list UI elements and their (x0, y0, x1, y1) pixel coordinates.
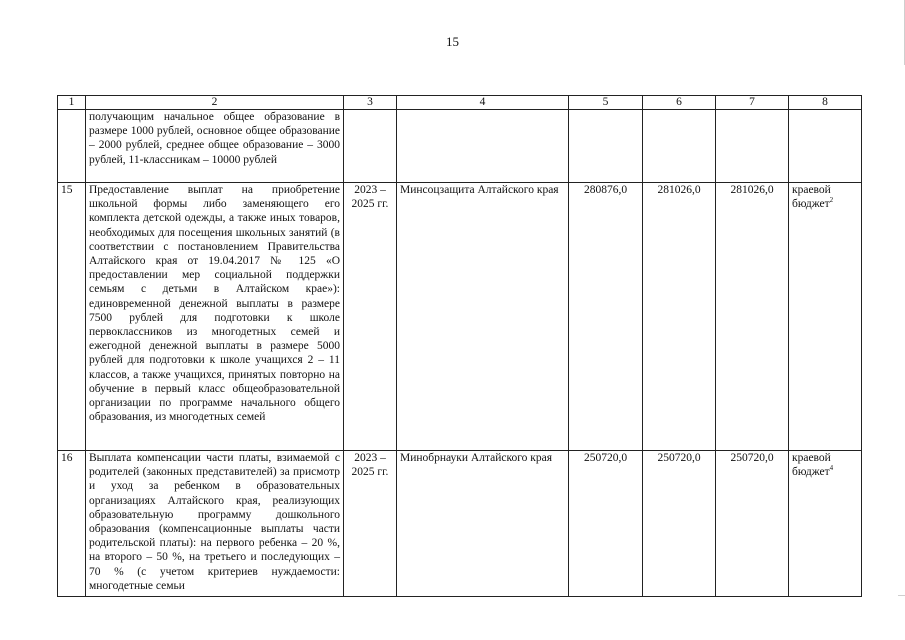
header-cell: 2 (86, 96, 344, 110)
budget-table (57, 95, 862, 597)
row-source (789, 110, 862, 183)
row-source: краевой бюджет$^2$ (789, 183, 862, 451)
header-cell: 1 (58, 96, 86, 110)
row-value-2025: 250720,0 (716, 451, 789, 597)
row-executor (397, 110, 569, 183)
header-cell: 5 (569, 96, 643, 110)
row-number (58, 110, 86, 183)
row-number: 16 (58, 451, 86, 597)
row-value-2023: 280876,0 (569, 183, 643, 451)
row-period (344, 110, 397, 183)
page-number: 15 (446, 34, 459, 49)
table-row (58, 451, 862, 597)
row-period: 2023 – 2025 гг. (344, 183, 397, 451)
row-value-2025 (716, 110, 789, 183)
row-value-2024: 281026,0 (643, 183, 716, 451)
header-cell: 4 (397, 96, 569, 110)
row-value-2023 (569, 110, 643, 183)
row-value-2024 (643, 110, 716, 183)
row-executor: Минсоцзащита Алтайского края (397, 183, 569, 451)
table-row (58, 110, 862, 183)
row-number: 15 (58, 183, 86, 451)
row-description: Предоставление выплат на приобретение школьной формы либо заменяющего его комплекта детской одежды, а также иных товаров, необходимых для посещения школьных занятий (в соответствии с постановлением Правительства Алтайского края от 19.04.2017 № 125 «О предоставлении мер социальной поддержки семьям с детьми в Алтайском крае»): единовременной денежной выплаты в размере 7500 рублей для подготовки к школе первоклассников из многодетных семей и ежегодной денежной выплаты в размере 5000 рублей для подготовки к школе учащихся 2 – 11 классов, а также учащихся, принятых повторно на обучение в первый класс общеобразовательной организации по программе начального общего образования, из многодетных семей (86, 183, 344, 451)
row-value-2023: 250720,0 (569, 451, 643, 597)
header-cell: 7 (716, 96, 789, 110)
row-period: 2023 – 2025 гг. (344, 451, 397, 597)
row-value-2024: 250720,0 (643, 451, 716, 597)
header-row (58, 96, 862, 110)
row-source: краевой бюджет$^4$ (789, 451, 862, 597)
header-cell: 3 (344, 96, 397, 110)
header-cell: 8 (789, 96, 862, 110)
table-row (58, 183, 862, 451)
header-cell: 6 (643, 96, 716, 110)
row-executor: Минобрнауки Алтайского края (397, 451, 569, 597)
row-description: Выплата компенсации части платы, взимаемой с родителей (законных представителей) за присмотр и уход за ребенком в образовательных организациях Алтайского края, реализующих образовательную программу дошкольного образования (компенсационные выплаты части родительской платы): на первого ребенка – 20 %, на второго – 50 %, на третьего и последующих – 70 % (с учетом критериев нуждаемости: многодетные семьи (86, 451, 344, 597)
row-description: получающим начальное общее образование в размере 1000 рублей, основное общее образование – 2000 рублей, среднее общее образование – 3000 рублей, 11-классникам – 10000 рублей (86, 110, 344, 183)
scan-edge-mark (898, 595, 905, 596)
row-value-2025: 281026,0 (716, 183, 789, 451)
